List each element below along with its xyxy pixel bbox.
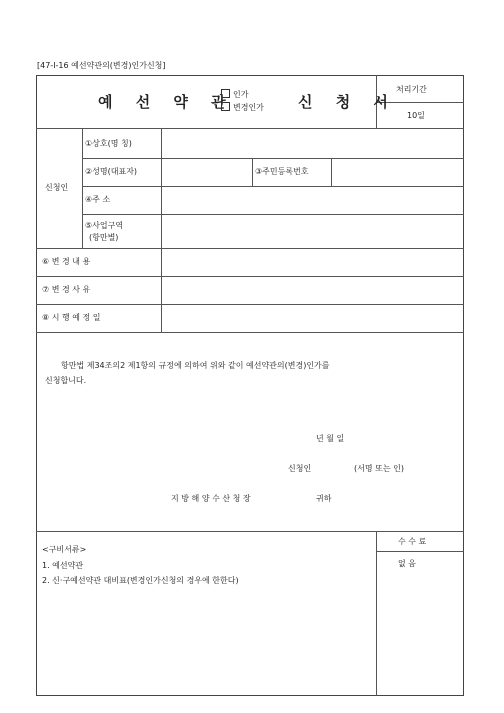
form-title-left: 예 선 약 관 bbox=[98, 93, 235, 111]
change-reason-field[interactable] bbox=[162, 277, 463, 303]
address-field[interactable] bbox=[162, 187, 463, 213]
fee-label: 수 수 료 bbox=[398, 537, 427, 546]
statement-line-2: 신청합니다. bbox=[45, 376, 87, 385]
effective-date-label: ⑧ 시 행 예 정 일 bbox=[42, 313, 101, 322]
documents-title: <구비서류> bbox=[42, 545, 87, 554]
statement-line-1: 항만법 제34조의2 제1항의 규정에 의하여 위와 같이 예선약관의(변경)인가를 bbox=[61, 361, 330, 370]
divider bbox=[376, 551, 464, 552]
option-approval[interactable]: 인가 bbox=[221, 88, 264, 101]
name-label: ②성명(대표자) bbox=[85, 167, 138, 176]
trade-name-label: ①상호(명 칭) bbox=[85, 139, 132, 148]
recipient-suffix: 귀하 bbox=[316, 494, 332, 503]
divider bbox=[36, 531, 464, 532]
business-area-field[interactable] bbox=[162, 215, 463, 247]
form-title-right: 신 청 서 bbox=[298, 93, 397, 111]
document-item: 2. 신·구예선약관 대비표(변경인가신청의 경우에 한한다) bbox=[42, 576, 239, 585]
application-type-options bbox=[221, 88, 264, 114]
document-item: 1. 예선약관 bbox=[42, 561, 84, 570]
name-field[interactable] bbox=[162, 159, 251, 185]
processing-period-label: 처리기간 bbox=[396, 85, 427, 94]
address-label: ④주 소 bbox=[85, 195, 111, 204]
checkbox-icon[interactable] bbox=[221, 102, 230, 111]
change-content-label: ⑥ 변 경 내 용 bbox=[42, 257, 91, 266]
change-content-field[interactable] bbox=[162, 249, 463, 275]
divider bbox=[36, 332, 464, 333]
date-line: 년 월 일 bbox=[316, 434, 345, 443]
checkbox-icon[interactable] bbox=[221, 89, 230, 98]
form-code: [47-Ⅰ-16 예선약관의(변경)인가신청] bbox=[37, 61, 166, 70]
business-area-sublabel: (항만별) bbox=[89, 233, 119, 242]
signer-label: 신청인 bbox=[288, 464, 312, 473]
option-change-approval[interactable]: 변경인가 bbox=[221, 101, 264, 114]
signature-note: (서명 또는 인) bbox=[354, 464, 404, 473]
divider bbox=[82, 128, 83, 248]
applicant-section-label: 신청인 bbox=[45, 183, 69, 192]
trade-name-field[interactable] bbox=[162, 129, 463, 157]
change-reason-label: ⑦ 변 경 사 유 bbox=[42, 285, 91, 294]
resident-number-label: ③주민등록번호 bbox=[255, 167, 309, 176]
recipient-office: 지 방 해 양 수 산 청 장 bbox=[171, 494, 251, 503]
divider bbox=[252, 158, 253, 186]
effective-date-field[interactable] bbox=[162, 305, 463, 331]
divider bbox=[376, 531, 377, 696]
fee-value: 없 음 bbox=[398, 559, 416, 568]
resident-number-field[interactable] bbox=[332, 159, 463, 185]
processing-period-value: 10일 bbox=[407, 111, 425, 120]
business-area-label: ⑤사업구역 bbox=[85, 221, 124, 230]
